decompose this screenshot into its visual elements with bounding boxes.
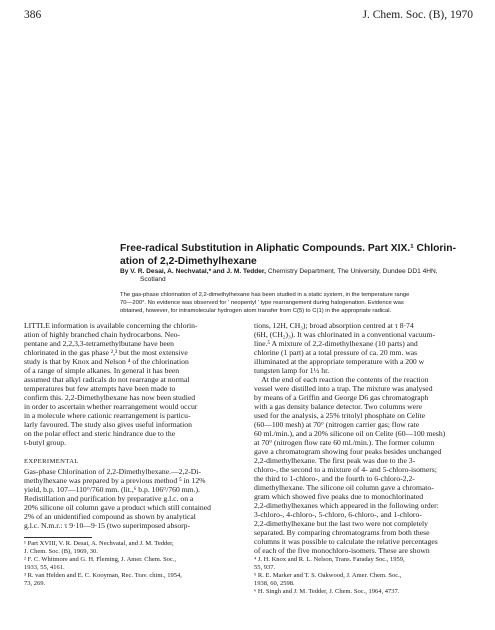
journal-name: J. Chem. Soc. (B), 1970	[362, 9, 473, 21]
footnote-line: J. Chem. Soc. (B), 1969, 30.	[24, 547, 98, 555]
footnote-line: ⁵ R. E. Marker and T. S. Oakwood, J. Amer. Chem. Soc.,	[254, 571, 402, 579]
body-line: ation of highly branched chain hydrocarbons. Neo-	[24, 330, 180, 339]
intro-paragraph	[24, 321, 246, 447]
body-line: methylhexane was prepared by a previous method ⁵ in 12%	[24, 476, 206, 485]
body-line: chlorine (1 part) at a total pressure of ca. 20 mm. was	[254, 348, 418, 357]
footnote-line: 1938, 60, 2598.	[254, 579, 295, 587]
abstract-line: obtained, however, for intramolecular hydrogen atom transfer from C(5) to C(1) in the appropriate radical.	[120, 308, 392, 315]
left-column	[24, 321, 246, 587]
author-names: By V. R. Desai, A. Nechvatal,* and J. M. Tedder,	[120, 268, 266, 275]
footnote-line: ¹ Part XVIII, V. R. Desai, A. Nechvatal, and J. M. Tedder,	[24, 540, 174, 547]
footnote-line: 73, 269.	[24, 579, 46, 587]
right-body	[254, 321, 479, 555]
abstract	[120, 291, 475, 315]
footnote-line: ⁶ H. Singh and J. M. Tedder, J. Chem. Soc., 1964, 4737.	[254, 587, 400, 595]
body-line: (6H, (CH₂)₃). It was chlorinated in a conventional vacuum-	[254, 330, 436, 339]
footnote-line: ³ R. van Helden and E. C. Kooyman, Rec. Trav. chim., 1954,	[24, 571, 182, 579]
body-line: 2,2-dimethylhexane. The first peak was due to the 3-	[254, 456, 416, 465]
body-line: tions, 12H, CH₃); broad absorption centred at τ 8·74	[254, 321, 414, 330]
right-column	[254, 321, 479, 596]
body-line: with a gas density balance detector. Two columns were	[254, 402, 423, 411]
body-line: 60 ml./min.), and a 20% silicone oil on Celite (60—100 mesh)	[254, 429, 446, 438]
running-header	[24, 9, 473, 23]
footnote-line: ⁴ J. H. Knox and R. L. Nelson, Trans. Faraday Soc., 1959,	[254, 556, 405, 563]
body-line: at 70° (nitrogen flow rate 60 ml./min.). The former column	[254, 438, 435, 447]
body-line: 2% of an unidentified compound as shown by analytical	[24, 512, 196, 521]
body-line: line.⁵ A mixture of 2,2-dimethylhexane (10 parts) and	[254, 339, 418, 348]
article-title	[120, 243, 475, 268]
body-line: 3-chloro-, 4-chloro-, 5-chloro, 6-chloro-, and 1-chloro-	[254, 510, 422, 519]
title-line: ation of 2,2-Dimethylhexane	[120, 255, 257, 267]
body-line: study is that by Knox and Nelson ⁴ of the chlorination	[24, 357, 189, 366]
body-line: yield, b.p. 107—110°/760 mm. (lit.,⁶ b.p. 106°/760 mm.).	[24, 485, 200, 494]
abstract-line: 70—200°. No evidence was observed for ‘ neopentyl ’ type rearrangement during halogenation. Evidence was	[120, 300, 404, 307]
body-line: of a range of simple alkanes. In general it has been	[24, 366, 180, 375]
footnote-divider	[24, 537, 92, 538]
footnote-line: 1933, 55, 4161.	[24, 563, 65, 571]
body-line: on the polar effect and steric hindrance due to the	[24, 429, 176, 438]
body-line: gave a chromatogram showing four peaks besides unchanged	[254, 447, 442, 456]
page-number: 386	[24, 9, 42, 21]
body-line: At the end of each reaction the contents of the reaction	[254, 375, 429, 384]
body-line: separated. By comparing chromatograms from both these	[254, 528, 430, 537]
body-line: Gas-phase Chlorination of 2,2-Dimethylhexane.—2,2-Di-	[24, 467, 201, 476]
footnote-line: 55, 937.	[254, 563, 276, 571]
body-line: t-butyl group.	[24, 438, 67, 447]
body-line: LITTLE information is available concerning the chlorin-	[24, 321, 198, 330]
body-line: temperatures but few attempts have been made to	[24, 384, 176, 393]
body-line: of each of the five monochloro-isomers. These are shown	[254, 546, 430, 555]
body-line: by means of a Griffin and George D6 gas chromatograph	[254, 393, 429, 402]
body-line: Redistillation and purification by preparative g.l.c. on a	[24, 494, 194, 503]
body-line: the third to 1-chloro-, and the fourth to 6-chloro-2,2-	[254, 474, 415, 483]
body-line: in order to ascertain whether rearrangement would occur	[24, 402, 198, 411]
body-line: vessel were distilled into a trap. The mixture was analysed	[254, 384, 433, 393]
author-block	[120, 268, 475, 285]
title-line: Free-radical Substitution in Aliphatic Compounds. Part XIX.¹ Chlorin-	[120, 243, 457, 254]
body-line: tungsten lamp for 1½ hr.	[254, 366, 330, 375]
body-line: columns it was possible to calculate the relative percentages	[254, 537, 438, 546]
body-line: dimethylhexane. The silicone oil column gave a chromato-	[254, 483, 434, 492]
affiliation-country: Scotland	[140, 276, 166, 284]
body-line: larly favoured. The study also gives useful information	[24, 420, 192, 429]
body-line: chloro-, the second to a mixture of 4- and 5-chloro-isomers;	[254, 465, 437, 474]
body-line: pentane and 2,2,3,3-tetramethylbutane have been	[24, 339, 174, 348]
affiliation: Chemistry Department, The University, Dundee DD1 4HN,	[265, 268, 438, 275]
body-line: assumed that alkyl radicals do not rearrange at normal	[24, 375, 190, 384]
body-line: in a molecule where cationic rearrangement is particu-	[24, 411, 191, 420]
body-line: illuminated at the appropriate temperature with a 200 w	[254, 357, 425, 366]
body-line: 20% silicone oil column gave a product which still contained	[24, 503, 211, 512]
body-line: g.l.c. N.m.r.: τ 9·10—9·15 (two superimposed absorp-	[24, 521, 191, 530]
body-line: gram which showed five peaks due to monochlorinated	[254, 492, 424, 501]
body-line: chlorinated in the gas phase ²,³ but the most extensive	[24, 348, 188, 357]
footnotes-left	[24, 540, 246, 587]
body-line: 2,2-dimethylhexane but the last two were not completely	[254, 519, 428, 528]
footnote-line: ² F. C. Whitmore and G. H. Fleming, J. Amer. Chem. Soc.,	[24, 555, 177, 563]
body-line: confirm this. 2,2-Dimethylhexane has now been studied	[24, 393, 196, 402]
footnotes-right	[254, 556, 479, 596]
body-line: 2,2-dimethylhexanes which appeared in the following order:	[254, 501, 439, 510]
section-heading-experimental: EXPERIMENTAL	[24, 458, 79, 465]
body-line: (60—100 mesh) at 70° (nitrogen carrier gas; flow rate	[254, 420, 420, 429]
experimental-paragraph	[24, 467, 246, 530]
abstract-line: The gas-phase chlorination of 2,2-dimethylhexane has been studied in a static system, in the temperature range	[120, 292, 410, 298]
body-line: used for the analysis, a 25% tritolyl phosphate on Celite	[254, 411, 426, 420]
